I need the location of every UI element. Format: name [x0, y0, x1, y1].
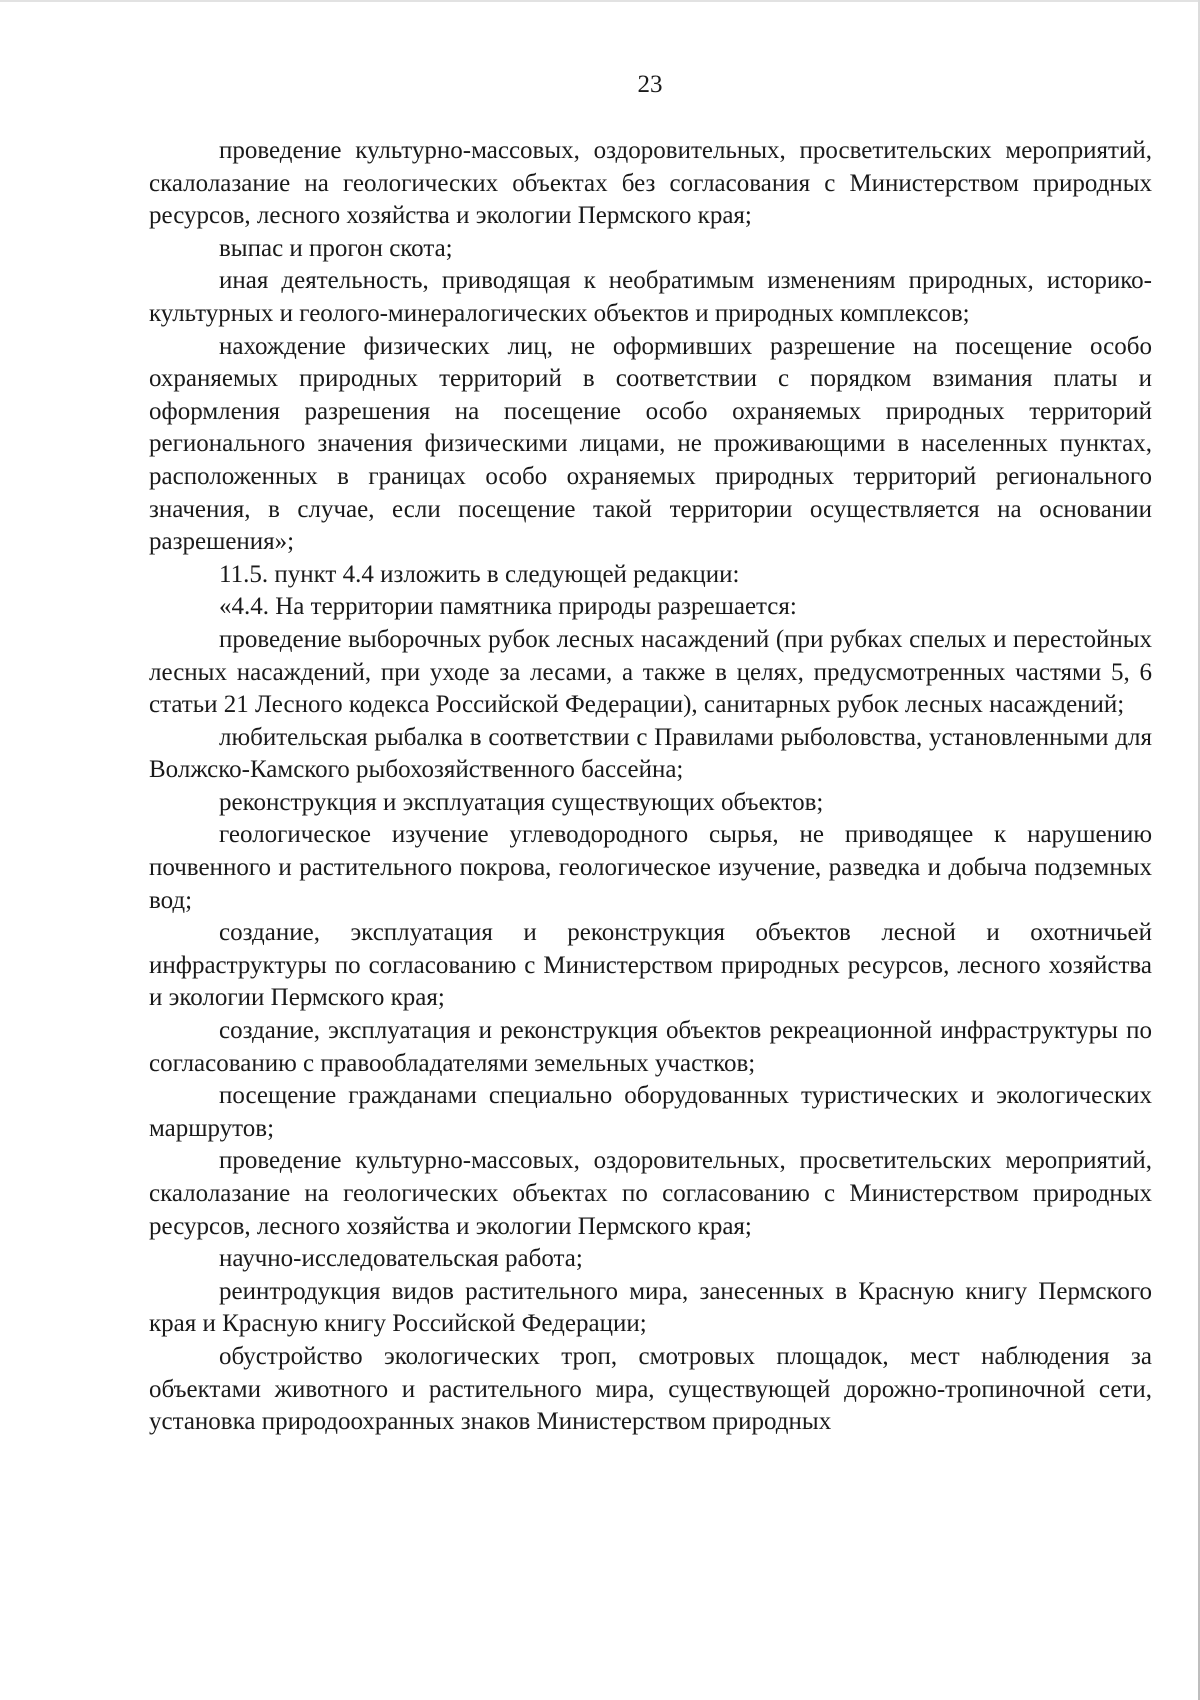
paragraph: «4.4. На территории памятника природы разрешается: [219, 593, 797, 621]
scan-edge-top [0, 0, 1200, 2]
paragraph: проведение культурно-массовых, оздоровительных, просветительских мероприятий, скалолазание на геологических объектах по согласованию с Министерством природных ресурсов, лесного хозяйства и экологии Пермского края; [149, 1147, 1152, 1240]
paragraph: обустройство экологических троп, смотровых площадок, мест наблюдения за объектами животного и растительного мира, существующей дорожно-тропиночной сети, установка природоохранных знаков Министерством природных [149, 1342, 1152, 1436]
document-body [149, 135, 1152, 1439]
paragraph: создание, эксплуатация и реконструкция объектов рекреационной инфраструктуры по согласованию с правообладателями земельных участков; [149, 1017, 1152, 1077]
paragraph: 11.5. пункт 4.4 изложить в следующей редакции: [219, 560, 740, 588]
paragraph: нахождение физических лиц, не оформивших разрешение на посещение особо охраняемых природных территорий в соответствии с порядком взимания платы и оформления разрешения на посещение особо охраняемых природных территорий регионального значения физическими лицами, не проживающими в населенных пунктах, расположенных в границах особо охраняемых природных территорий регионального значения, в случае, если посещение такой территории осуществляется на основании разрешения»; [149, 332, 1152, 556]
page-number: 23 [637, 71, 663, 98]
paragraph: научно-исследовательская работа; [219, 1245, 583, 1273]
paragraph: иная деятельность, приводящая к необратимым изменениям природных, историко-культурных и геолого-минералогических объектов и природных комплексов; [149, 267, 1152, 327]
paragraph: проведение культурно-массовых, оздоровительных, просветительских мероприятий, скалолазание на геологических объектах без согласования с Министерством природных ресурсов, лесного хозяйства и экологии Пермского края; [149, 137, 1152, 230]
paragraph: выпас и прогон скота; [219, 234, 453, 262]
paragraph: создание, эксплуатация и реконструкция объектов лесной и охотничьей инфраструктуры по согласованию с Министерством природных ресурсов, лесного хозяйства и экологии Пермского края; [149, 919, 1152, 1012]
paragraph: реинтродукция видов растительного мира, занесенных в Красную книгу Пермского края и Красную книгу Российской Федерации; [149, 1277, 1152, 1338]
paragraph: любительская рыбалка в соответствии с Правилами рыболовства, установленными для Волжско-Камского рыбохозяйственного бассейна; [149, 723, 1152, 784]
paragraph: реконструкция и эксплуатация существующих объектов; [219, 788, 824, 816]
paragraph: геологическое изучение углеводородного сырья, не приводящее к нарушению почвенного и растительного покрова, геологическое изучение, разведка и добыча подземных вод; [149, 821, 1152, 914]
paragraph: посещение гражданами специально оборудованных туристических и экологических маршрутов; [149, 1082, 1152, 1142]
paragraph: проведение выборочных рубок лесных насаждений (при рубках спелых и перестойных лесных насаждений, при уходе за лесами, а также в целях, предусмотренных частями 5, 6 статьи 21 Лесного кодекса Российской Федерации), санитарных рубок лесных насаждений; [149, 625, 1152, 719]
